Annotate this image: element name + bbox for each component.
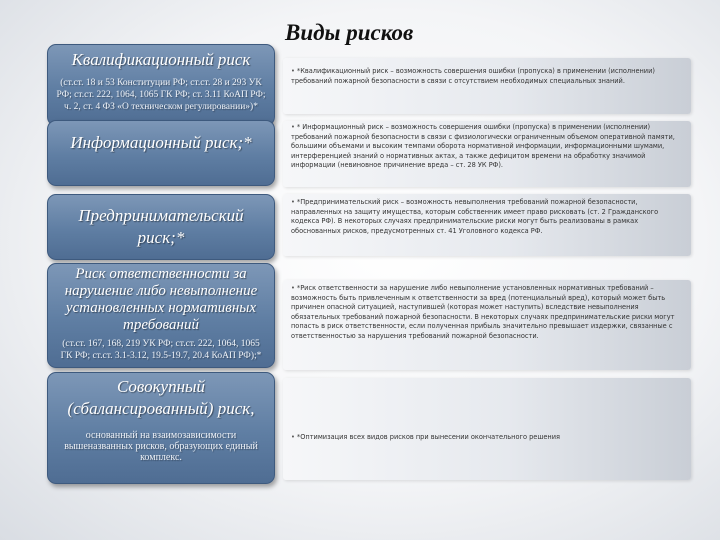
entrepreneurial-risk-heading: Предпринимательский риск;*: [78, 206, 244, 247]
bullet-marker: •: [291, 433, 295, 441]
liability-risk-description: [283, 280, 691, 370]
page-title: Виды рисков: [285, 20, 414, 45]
qualification-risk-description: [283, 58, 691, 114]
optimization-description: [283, 378, 691, 480]
information-risk-box: [47, 120, 275, 186]
liability-risk-text: *Риск ответственности за нарушение либо невыполнение установленных нормативных требований – возможность быть привлеченным к ответственности за вред (потенциальный вред), который может быть причинен опасной ситуацией, наступившей (которая может наступить) вследствие невыполнения обязательных требований пожарной безопасности. В некоторых случаях предпринимательские риски могут попасть в риск ответственности, если полученная прибыль значительно превышает издержки, связанные с ответственностью за нарушения требований пожарной безопасности.: [291, 284, 675, 340]
qualification-risk-references: (ст.ст. 18 и 53 Конституции РФ; ст.ст. 28 и 293 УК РФ; ст.ст. 222, 1064, 1065 ГК РФ; ст. 3.11 КоАП РФ; ч. 2, ст. 4 ФЗ «О техническом регулировании»)*: [56, 78, 266, 112]
bullet-marker: •: [291, 284, 295, 292]
entrepreneurial-risk-box: [47, 194, 275, 260]
information-risk-description: [283, 121, 691, 187]
qualification-risk-text: *Квалификационный риск – возможность совершения ошибки (пропуска) в применении (исполнении) требований пожарной безопасности в связи с отсутствием необходимых специальных знаний.: [291, 67, 655, 85]
bullet-marker: •: [291, 198, 295, 206]
aggregate-risk-description: основанный на взаимозависимости вышеназванных рисков, образующих единый комплекс.: [64, 430, 258, 463]
qualification-risk-box: [47, 44, 275, 126]
information-risk-text: * Информационный риск – возможность совершения ошибки (пропуска) в применении (исполнении) требований пожарной безопасности в связи с физиологически ограниченным объемом оперативной памяти, большими объемами и высоким темпами оборота нормативной информации, информационными шумами, интерференцией знаний о нормативных актах, а также дефицитом времени на обработку значимой информации (невиновное причинение вреда – ст. 28 УК РФ).: [291, 123, 675, 170]
bullet-marker: •: [291, 123, 295, 131]
information-risk-heading: Информационный риск;*: [70, 133, 252, 152]
aggregate-risk-box: [47, 372, 275, 484]
liability-risk-box: [47, 263, 275, 368]
liability-risk-heading: Риск ответственности за нарушение либо невыполнение установленных нормативных требований: [64, 266, 258, 333]
bullet-marker: •: [291, 67, 295, 75]
entrepreneurial-risk-text: *Предпринимательский риск – возможность невыполнения требований пожарной безопасности, направленных на защиту имущества, которым собственник имеет право рисковать (ст. 2 Гражданского кодекса РФ). В некоторых случаях предпринимательские риски могут быть реализованы в рамках обоснованных рисков, предусмотренных ст. 41 Уголовного кодекса РФ.: [291, 198, 659, 235]
entrepreneurial-risk-description: [283, 194, 691, 256]
optimization-text: *Оптимизация всех видов рисков при вынесении окончательного решения: [296, 433, 560, 441]
aggregate-risk-heading: Совокупный (сбалансированный) риск,: [67, 377, 255, 418]
liability-risk-references: (ст.ст. 167, 168, 219 УК РФ; ст.ст. 222, 1064, 1065 ГК РФ; ст.ст. 3.1-3.12, 19.5-19.7, 20.4 КоАП РФ);*: [60, 339, 262, 361]
qualification-risk-heading: Квалификационный риск: [71, 50, 251, 69]
